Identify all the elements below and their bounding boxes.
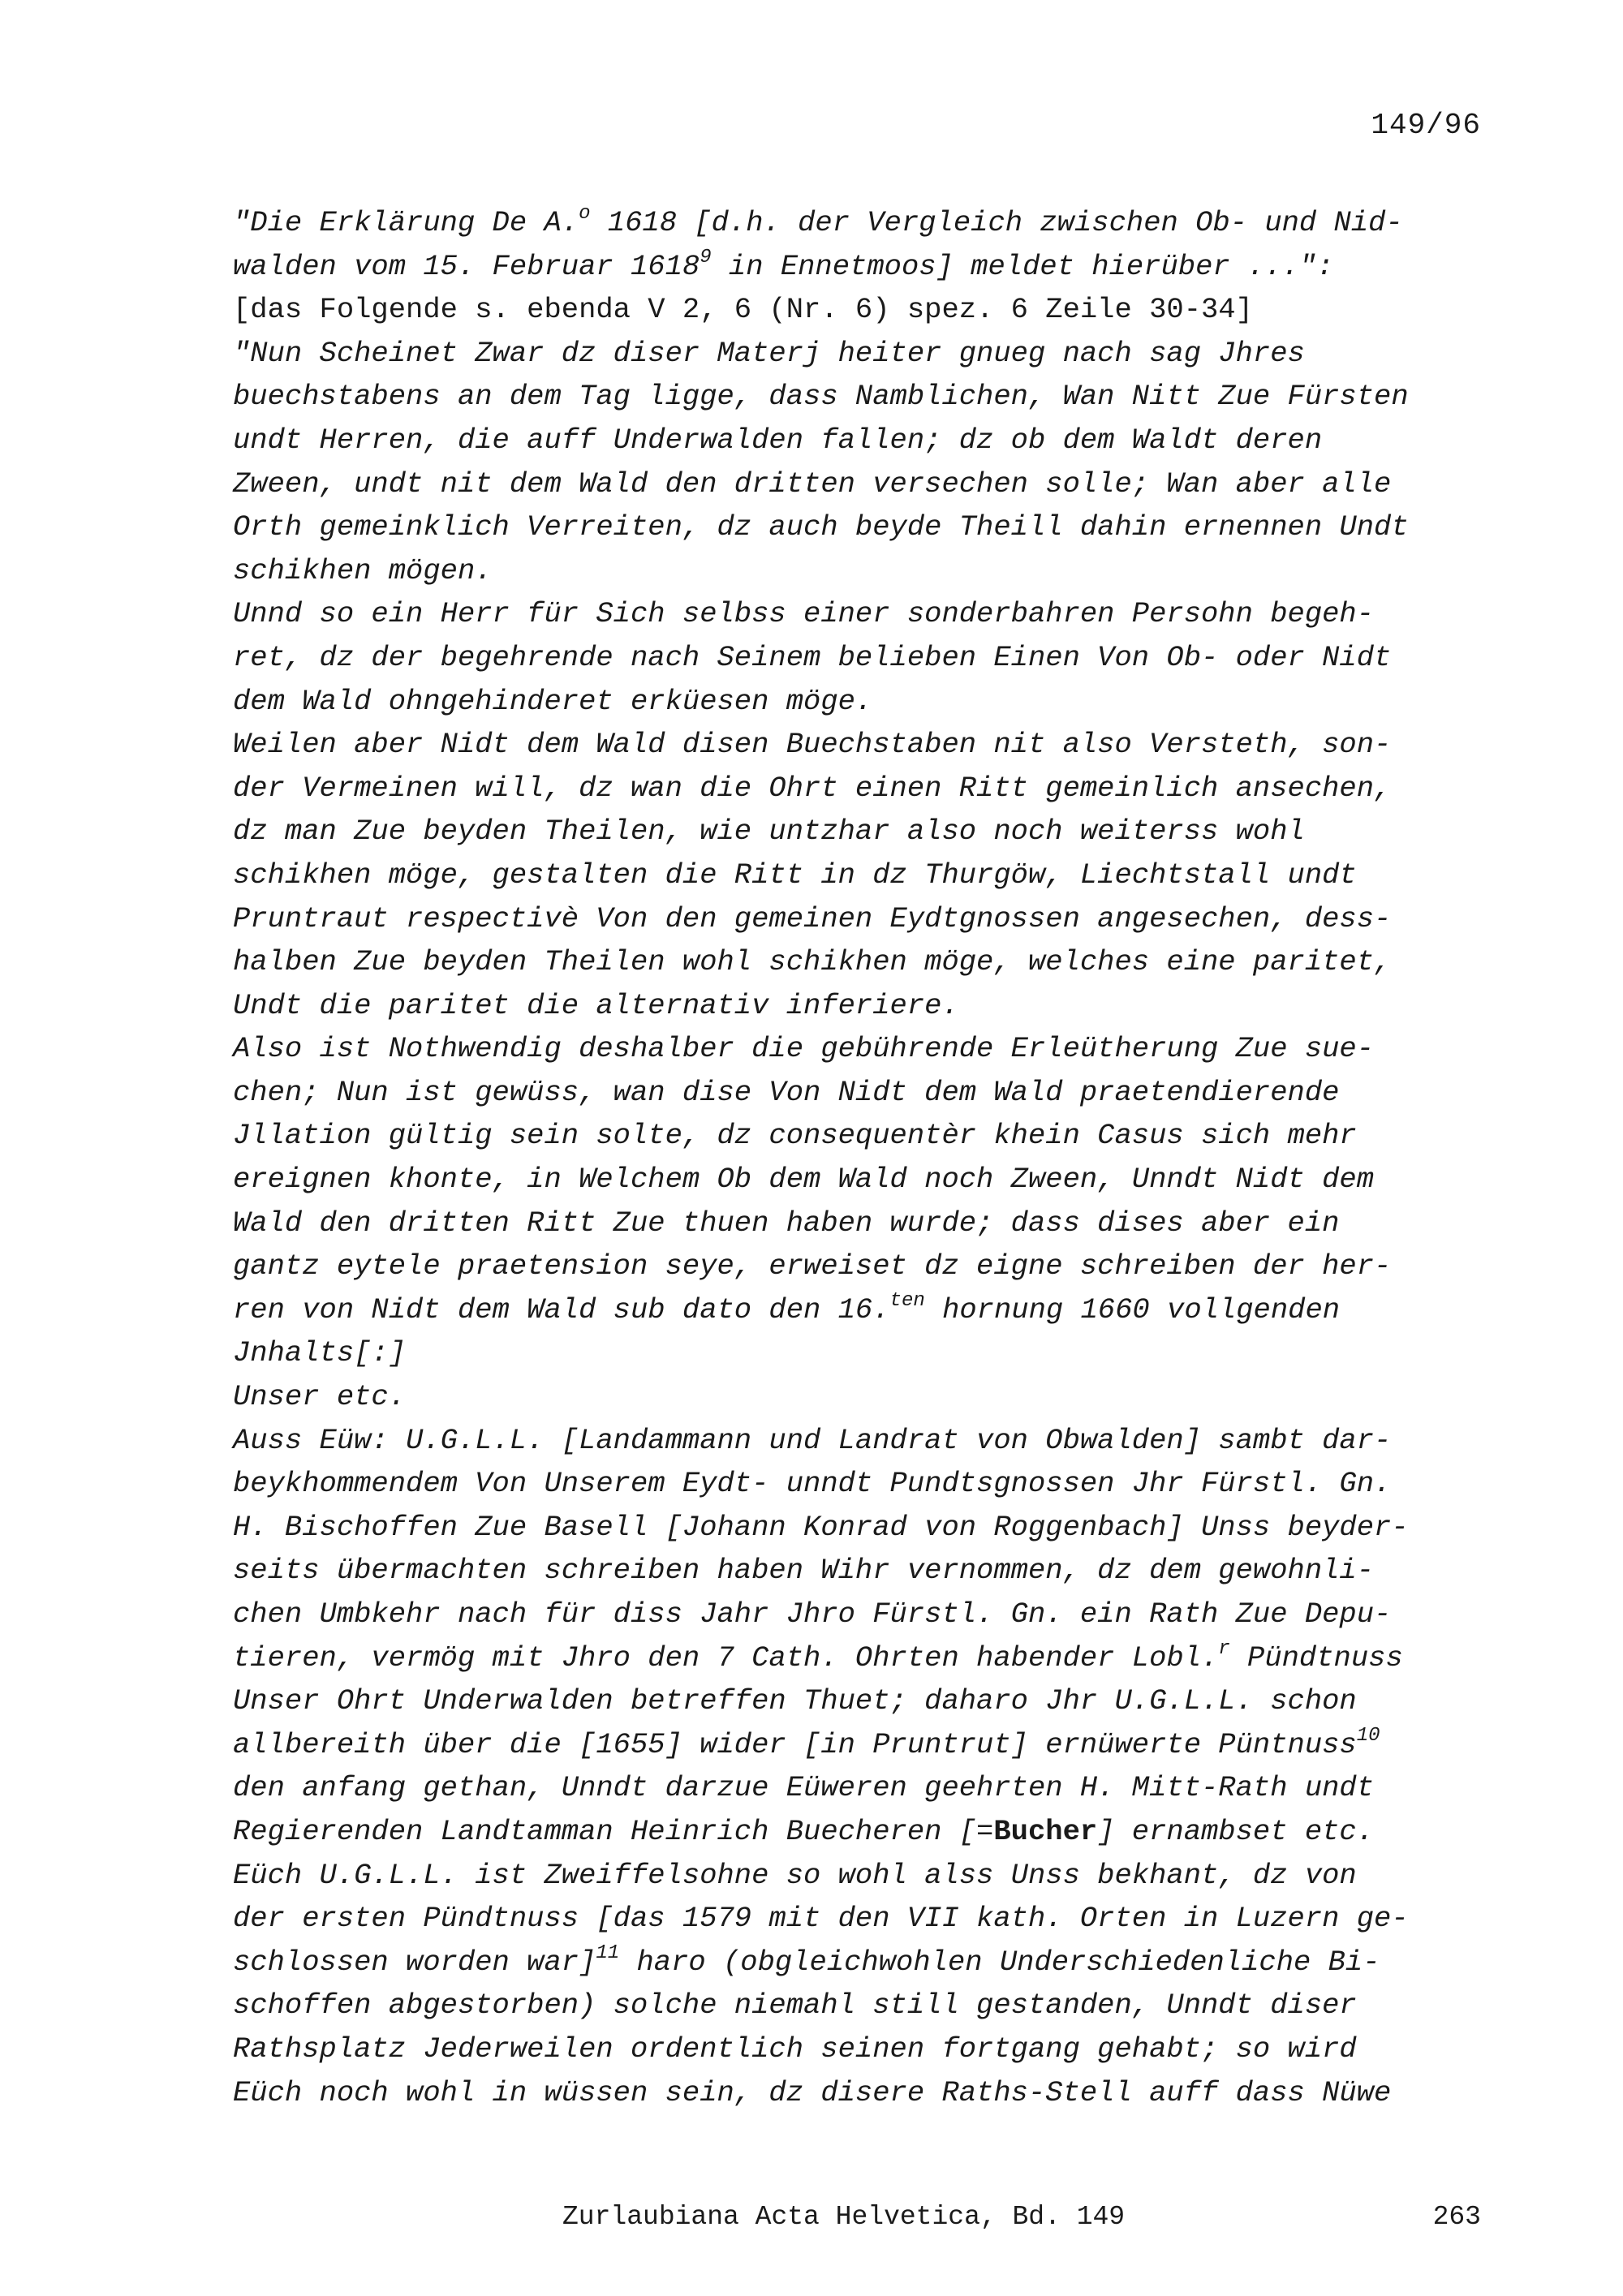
text-line: seits übermachten schreiben haben Wihr vernommen, dz dem gewohnli- — [233, 1554, 1375, 1588]
footnote-ref: 10 — [1356, 1724, 1380, 1747]
text-line: schoffen abgestorben) solche niemahl still gestanden, Unndt diser — [233, 1989, 1357, 2023]
text-line: H. Bischoffen Zue Basell [Johann Konrad von Roggenbach] Unss beyder- — [233, 1510, 1409, 1544]
page-reference: 149/96 — [1371, 109, 1481, 142]
text-line: Pruntraut respectivè Von den gemeinen Eydtgnossen angesechen, dess- — [233, 901, 1392, 935]
text-line: der ersten Pündtnuss [das 1579 mit den VII kath. Orten in Luzern ge- — [233, 1902, 1409, 1936]
text-line: Unser etc. — [233, 1380, 407, 1414]
text-line: buechstabens an dem Tag ligge, dass Namblichen, Wan Nitt Zue Fürsten — [233, 380, 1409, 414]
text-line: undt Herren, die auff Underwalden fallen; dz ob dem Waldt deren — [233, 423, 1323, 457]
transcription-text — [233, 201, 1483, 2114]
text-line: Also ist Nothwendig deshalber die gebührende Erleütherung Zue sue- — [233, 1032, 1375, 1066]
text-line: Eüch noch wohl in wüssen sein, dz disere Raths-Stell auff dass Nüwe — [233, 2075, 1392, 2109]
text-line: gantz eytele praetension seye, erweiset dz eigne schreiben der her- — [233, 1249, 1392, 1283]
superscript: o — [579, 203, 591, 225]
text-line: Jnhalts[:] — [233, 1336, 407, 1370]
text-line: beykhommendem Von Unserem Eydt- unndt Pundtsgnossen Jhr Fürstl. Gn. — [233, 1467, 1392, 1501]
text-line: Jllation gültig sein solte, dz consequentèr khein Casus sich mehr — [233, 1119, 1357, 1153]
superscript: r — [1218, 1637, 1230, 1660]
text-line: der Vermeinen will, dz wan die Ohrt einen Ritt gemeinlich ansechen, — [233, 771, 1392, 805]
page-footer — [0, 2202, 1623, 2234]
footnote-ref: 11 — [596, 1941, 620, 1964]
text-line: schikhen möge, gestalten die Ritt in dz Thurgöw, Liechtstall undt — [233, 858, 1357, 892]
text-line: ret, dz der begehrende nach Seinem belieben Einen Von Ob- oder Nidt — [233, 640, 1392, 674]
text-line: Rathsplatz Jederweilen ordentlich seinen fortgang gehabt; so wird — [233, 2032, 1357, 2066]
text-line: Orth gemeinklich Verreiten, dz auch beyde Theill dahin ernennen Undt — [233, 510, 1409, 544]
text-line: allbereith über die [1655] wider [in Pruntrut] ernüwerte Püntnuss$^{10}$ — [233, 1724, 1380, 1761]
text-line: schikhen mögen. — [233, 553, 493, 587]
text-line: halben Zue beyden Theilen wohl schikhen möge, welches eine paritet, — [233, 945, 1392, 979]
superscript: ten — [889, 1289, 925, 1312]
text-line: chen Umbkehr nach für diss Jahr Jhro Fürstl. Gn. ein Rath Zue Depu- — [233, 1597, 1392, 1631]
footer-title: Zurlaubiana Acta Helvetica, Bd. 149 — [562, 2202, 1126, 2232]
text-line: dem Wald ohngehinderet erküesen möge. — [233, 684, 873, 718]
text-line: Auss Eüw: U.G.L.L. [Landammann und Landrat von Obwalden] sambt dar- — [233, 1423, 1392, 1457]
text-line: "Die Erklärung De A.$^o$ 1618 [d.h. der Vergleich zwischen Ob- und Nid- — [233, 203, 1403, 239]
text-line: ren von Nidt dem Wald sub dato den 16.$^{ten}$ hornung 1660 vollgenden — [233, 1289, 1341, 1326]
text-line: Undt die paritet die alternativ inferiere. — [233, 988, 959, 1022]
footnote-ref: 9 — [700, 246, 712, 269]
text-line: Eüch U.G.L.L. ist Zweiffelsohne so wohl alss Unss bekhant, dz von — [233, 1858, 1357, 1892]
text-line: Unnd so ein Herr für Sich selbss einer sonderbahren Persohn begeh- — [233, 597, 1375, 631]
footer-page-number: 263 — [1432, 2202, 1481, 2232]
text-line: schlossen worden war]$^{11}$ haro (obgleichwohlen Underschiedenliche Bi- — [233, 1941, 1380, 1979]
text-line: Wald den dritten Ritt Zue thuen haben wurde; dass dises aber ein — [233, 1206, 1340, 1240]
bold-name: Bucher — [993, 1814, 1098, 1848]
text-line: Regierenden Landtamman Heinrich Buecheren [=Bucher] ernambset etc. — [233, 1814, 1375, 1848]
text-line: [das Folgende s. ebenda V 2, 6 (Nr. 6) spez. 6 Zeile 30-34] — [233, 293, 1253, 327]
text-line: "Nun Scheinet Zwar dz diser Materj heiter gnueg nach sag Jhres — [233, 336, 1305, 370]
text-line: dz man Zue beyden Theilen, wie untzhar also noch weiterss wohl — [233, 815, 1305, 849]
text-line: walden vom 15. Februar 1618$^9$ in Ennetmoos] meldet hierüber ...": — [233, 246, 1334, 283]
text-line: Unser Ohrt Underwalden betreffen Thuet; daharo Jhr U.G.L.L. schon — [233, 1684, 1357, 1718]
text-line: chen; Nun ist gewüss, wan dise Von Nidt dem Wald praetendierende — [233, 1075, 1340, 1109]
text-line: Zween, undt nit dem Wald den dritten versechen solle; Wan aber alle — [233, 467, 1392, 501]
text-line: den anfang gethan, Unndt darzue Eüweren geehrten H. Mitt-Rath undt — [233, 1771, 1375, 1805]
text-line: Weilen aber Nidt dem Wald disen Buechstaben nit also Versteth, son- — [233, 728, 1392, 762]
text-line: tieren, vermög mit Jhro den 7 Cath. Ohrten habender Lobl.$^r$ Pündtnuss — [233, 1637, 1403, 1675]
text-line: ereignen khonte, in Welchem Ob dem Wald noch Zween, Unndt Nidt dem — [233, 1163, 1375, 1197]
